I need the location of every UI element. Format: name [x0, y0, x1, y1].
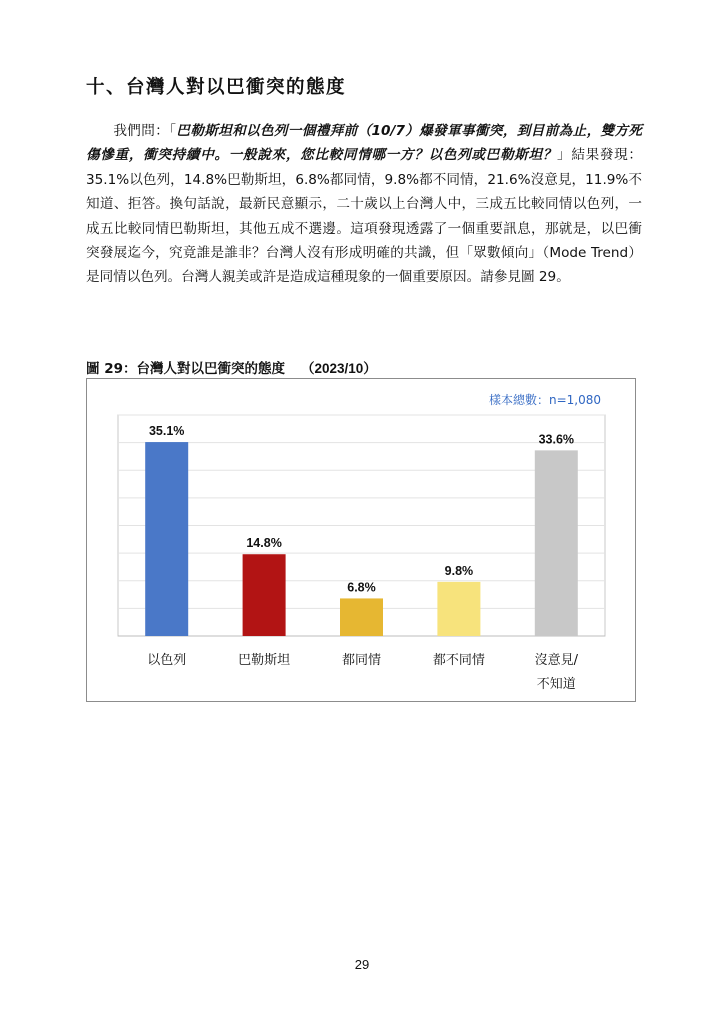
- section-heading: 十、台灣人對以巴衝突的態度: [86, 77, 347, 98]
- data-label: 14.8%: [246, 536, 282, 551]
- category-label: 巴勒斯坦: [238, 653, 291, 668]
- figure-caption: [86, 357, 646, 377]
- data-label: 9.8%: [444, 563, 474, 578]
- category-label: 都不同情: [432, 653, 485, 668]
- category-label: 以色列: [147, 653, 187, 668]
- bar-2: [243, 554, 286, 636]
- paragraph-body: 」結果發現：35.1%以色列，14.8%巴勒斯坦，6.8%都同情，9.8%都不同情，21.6%沒意見，11.9%不知道、拒答。換句話說，最新民意顯示，二十歲以上台灣人中，三成五比較同情以色列，一成五比較同情巴勒斯坦，其他五成不選邊。這項發現透露了一個重要訊息，那就是，以巴衝突發展迄今，究竟誰是誰非？台灣人沒有形成明確的共識，但「眾數傾向」（Mode Trend）是同情以色列。台灣人親美或許是造成這種現象的一個重要原因。請參見圖 29。: [86, 147, 643, 286]
- bar-chart: [86, 378, 636, 702]
- data-label: 35.1%: [148, 424, 185, 439]
- figure-date: （2023/10）: [301, 361, 377, 376]
- page-number: 29: [354, 957, 370, 972]
- category-label: 沒意見/: [534, 653, 578, 668]
- category-label: 都同情: [341, 653, 382, 668]
- paragraph-lead: 我們問：「: [113, 123, 177, 139]
- figure-title: 圖 29：台灣人對以巴衝突的態度: [86, 361, 285, 377]
- bar-1: [145, 442, 188, 636]
- body-paragraph: [86, 119, 642, 290]
- bar-3: [340, 598, 383, 636]
- category-label: 不知道: [536, 677, 576, 692]
- survey-question: 巴勒斯坦和以色列一個禮拜前（10/7）爆發軍事衝突，到目前為止，雙方死傷慘重，衝突持續中。一般說來，您比較同情哪一方？以色列或巴勒斯坦？: [86, 123, 642, 164]
- sample-size-label: 樣本總數：n=1,080: [488, 393, 601, 407]
- data-label: 6.8%: [347, 580, 376, 595]
- bar-4: [437, 582, 480, 636]
- bar-5: [535, 450, 578, 636]
- data-label: 33.6%: [538, 432, 575, 447]
- chart-canvas: [87, 379, 635, 701]
